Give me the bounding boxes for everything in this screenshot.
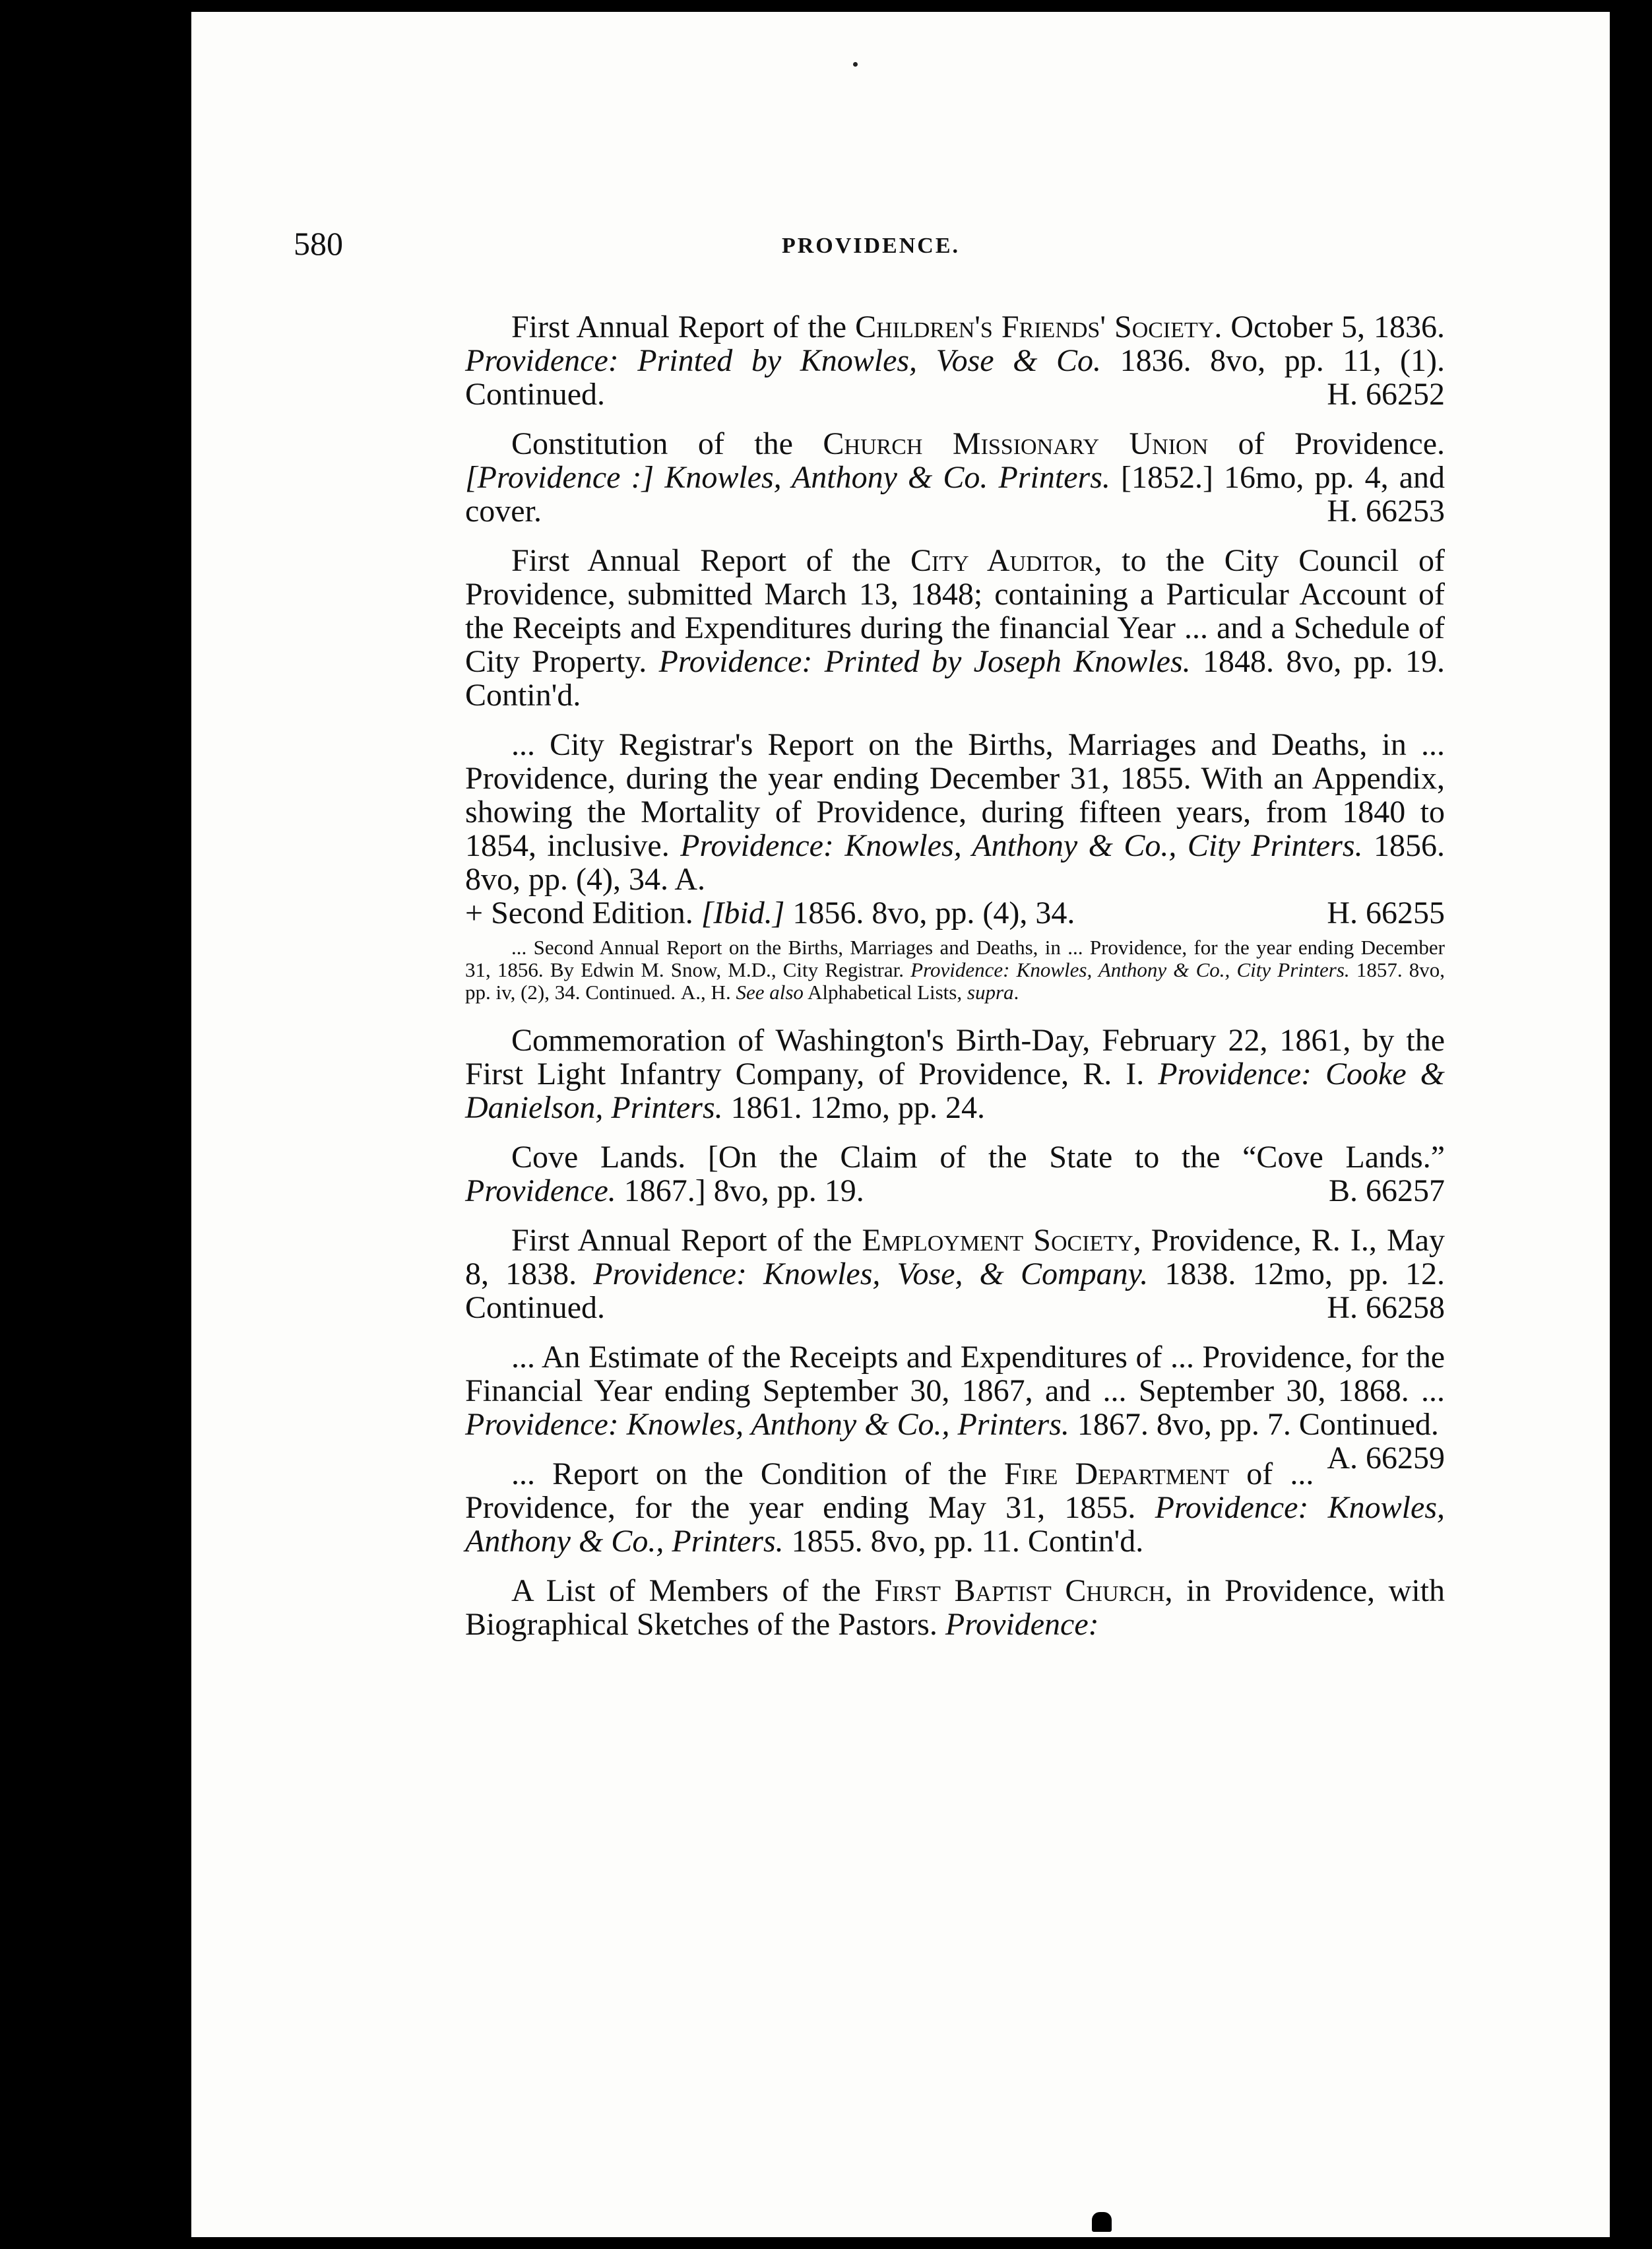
entry-imprint: Providence: Cooke & Danielson, Printers. [465, 1057, 1445, 1125]
entry-text: ... An Estimate of the Receipts and Expenditures of ... Providence, for the Financial Year ending September 30, 1867, and ... September 30, 1868. ... [465, 1340, 1445, 1408]
entry-imprint: Providence: Knowles, Vose, & Company. [593, 1256, 1149, 1291]
entry-childrens-friends-society [465, 310, 1445, 411]
entry-call-number: A. 66259 [1327, 1441, 1445, 1476]
entry-text: 1855. 8vo, pp. 11. Contin'd. [783, 1524, 1144, 1559]
entry-imprint: Providence: Printed by Joseph Knowles. [658, 644, 1191, 679]
entry-employment-society [465, 1223, 1445, 1324]
entry-imprint: Providence: [945, 1607, 1099, 1642]
entry-imprint: Providence: Printed by Knowles, Vose & Co. [465, 343, 1102, 378]
entry-call-number: H. 66255 [1327, 896, 1445, 930]
note-text: . [1013, 981, 1019, 1004]
note-text: M.D. [728, 958, 771, 981]
note-text: supra [967, 981, 1014, 1004]
entry-text: 1861. 12mo, pp. 24. [722, 1090, 985, 1125]
entry-text: First Annual Report of the [511, 1223, 862, 1258]
entry-text: Commemoration of Washington's Birth-Day, February 22, 1861, by the First Light Infantry Company, of Providence, R. I. [465, 1023, 1445, 1092]
note-text: 1857. 8vo, pp. iv, (2), 34. Continued. [465, 958, 1446, 1004]
entry-first-baptist-church [465, 1574, 1445, 1641]
entry-text: A List of Members of the [511, 1573, 875, 1608]
entry-note-second-annual-report [465, 936, 1445, 1004]
entry-call-number: H. 66252 [1327, 377, 1445, 412]
ink-speck [853, 62, 858, 67]
entry-imprint: Providence. [465, 1173, 616, 1208]
entry-call-number: H. 66253 [1327, 494, 1445, 529]
entry-city-registrar [465, 728, 1445, 930]
note-text: Alphabetical Lists, [803, 981, 967, 1004]
entry-text: , in Providence, with Biographical Sketches of the Pastors. [465, 1573, 1445, 1642]
entry-text: of Providence. [1208, 426, 1445, 461]
entry-text: 1838. 12mo, pp. 12. Continued. [465, 1256, 1446, 1325]
entry-call-number: B. 66257 [1328, 1173, 1445, 1208]
entry-city-auditor [465, 544, 1445, 712]
entry-subject: Children's Friends' Society [855, 310, 1215, 344]
entry-church-missionary-union [465, 427, 1445, 528]
page-header [294, 224, 1448, 277]
entry-subject: Employment Society [862, 1223, 1133, 1258]
entry-text: 1856. 8vo, pp. (4), 34. [784, 896, 1075, 930]
scan-artifact [1092, 2212, 1112, 2232]
entry-subject: Fire Department [1003, 1456, 1230, 1491]
entry-text: + Second Edition. [465, 896, 701, 930]
entry-text: 1867.] 8vo, pp. 19. [616, 1173, 864, 1208]
entry-text: [1852.] 16mo, pp. 4, and cover. [465, 460, 1446, 529]
entry-text: ... Report on the Condition of the [511, 1456, 1004, 1491]
entry-second-edition [465, 896, 1445, 930]
note-imprint: Providence: Knowles, Anthony & Co., City Printers. [910, 958, 1350, 981]
entry-subject: Church Missionary Union [823, 426, 1209, 461]
entry-imprint: [Ibid.] [701, 896, 785, 930]
entry-subject: First Baptist Church [874, 1573, 1165, 1608]
entry-washington-birthday [465, 1024, 1445, 1124]
page-number: 580 [294, 225, 343, 262]
entry-text: , to the City Council of Providence, submitted March 13, 1848; containing a Particular Account of the Receipts and Expenditures during the financial Year ... and a Schedule of City Property. [465, 543, 1446, 679]
entry-fire-department [465, 1457, 1445, 1558]
running-title: PROVIDENCE. [781, 234, 961, 258]
entry-text: Constitution of the [511, 426, 823, 461]
entry-text: First Annual Report of the [511, 310, 856, 344]
note-text: See also [736, 981, 804, 1004]
entry-text: 1856. 8vo, pp. (4), 34. A. [465, 828, 1446, 897]
entry-text: 1836. 8vo, pp. 11, (1). Continued. [465, 343, 1445, 412]
entry-text: First Annual Report of the [511, 543, 911, 578]
note-text: ... Second Annual Report on the Births, Marriages and Deaths, in ... Providence, for the year ending December 31, 1856. By Edwin M. Snow, [465, 936, 1445, 981]
entry-imprint: [Providence :] Knowles, Anthony & Co. Printers. [465, 460, 1110, 495]
entry-cove-lands [465, 1140, 1445, 1208]
entry-text: 1867. 8vo, pp. 7. Continued. [1069, 1407, 1439, 1442]
entry-text: 1848. 8vo, pp. 19. Contin'd. [465, 644, 1445, 713]
entry-text: Cove Lands. [On the Claim of the State to the “Cove Lands.” [511, 1140, 1445, 1175]
entry-subject: City Auditor [910, 543, 1095, 578]
bibliography-entries [465, 310, 1445, 1657]
entry-imprint: Providence: Knowles, Anthony & Co., Printers. [465, 1490, 1446, 1559]
note-text: , City Registrar. [771, 958, 911, 981]
note-location: A., H. [680, 981, 731, 1004]
entry-imprint: Providence: Knowles, Anthony & Co., Printers. [465, 1407, 1069, 1442]
entry-text: of ... Providence, for the year ending May 31, 1855. [465, 1456, 1314, 1525]
entry-call-number: H. 66258 [1327, 1290, 1445, 1325]
entry-text: ... City Registrar's Report on the Births, Marriages and Deaths, in ... Providence, during the year ending December 31, 1855. With an Appendix, showing the Mortality of Providence, during fifteen years, from 1840 to 1854, inclusive. [465, 727, 1445, 863]
entry-imprint: Providence: Knowles, Anthony & Co., City Printers. [680, 828, 1363, 863]
entry-text: . October 5, 1836. [1214, 310, 1445, 344]
entry-text: , Providence, R. I., May 8, 1838. [465, 1223, 1446, 1291]
